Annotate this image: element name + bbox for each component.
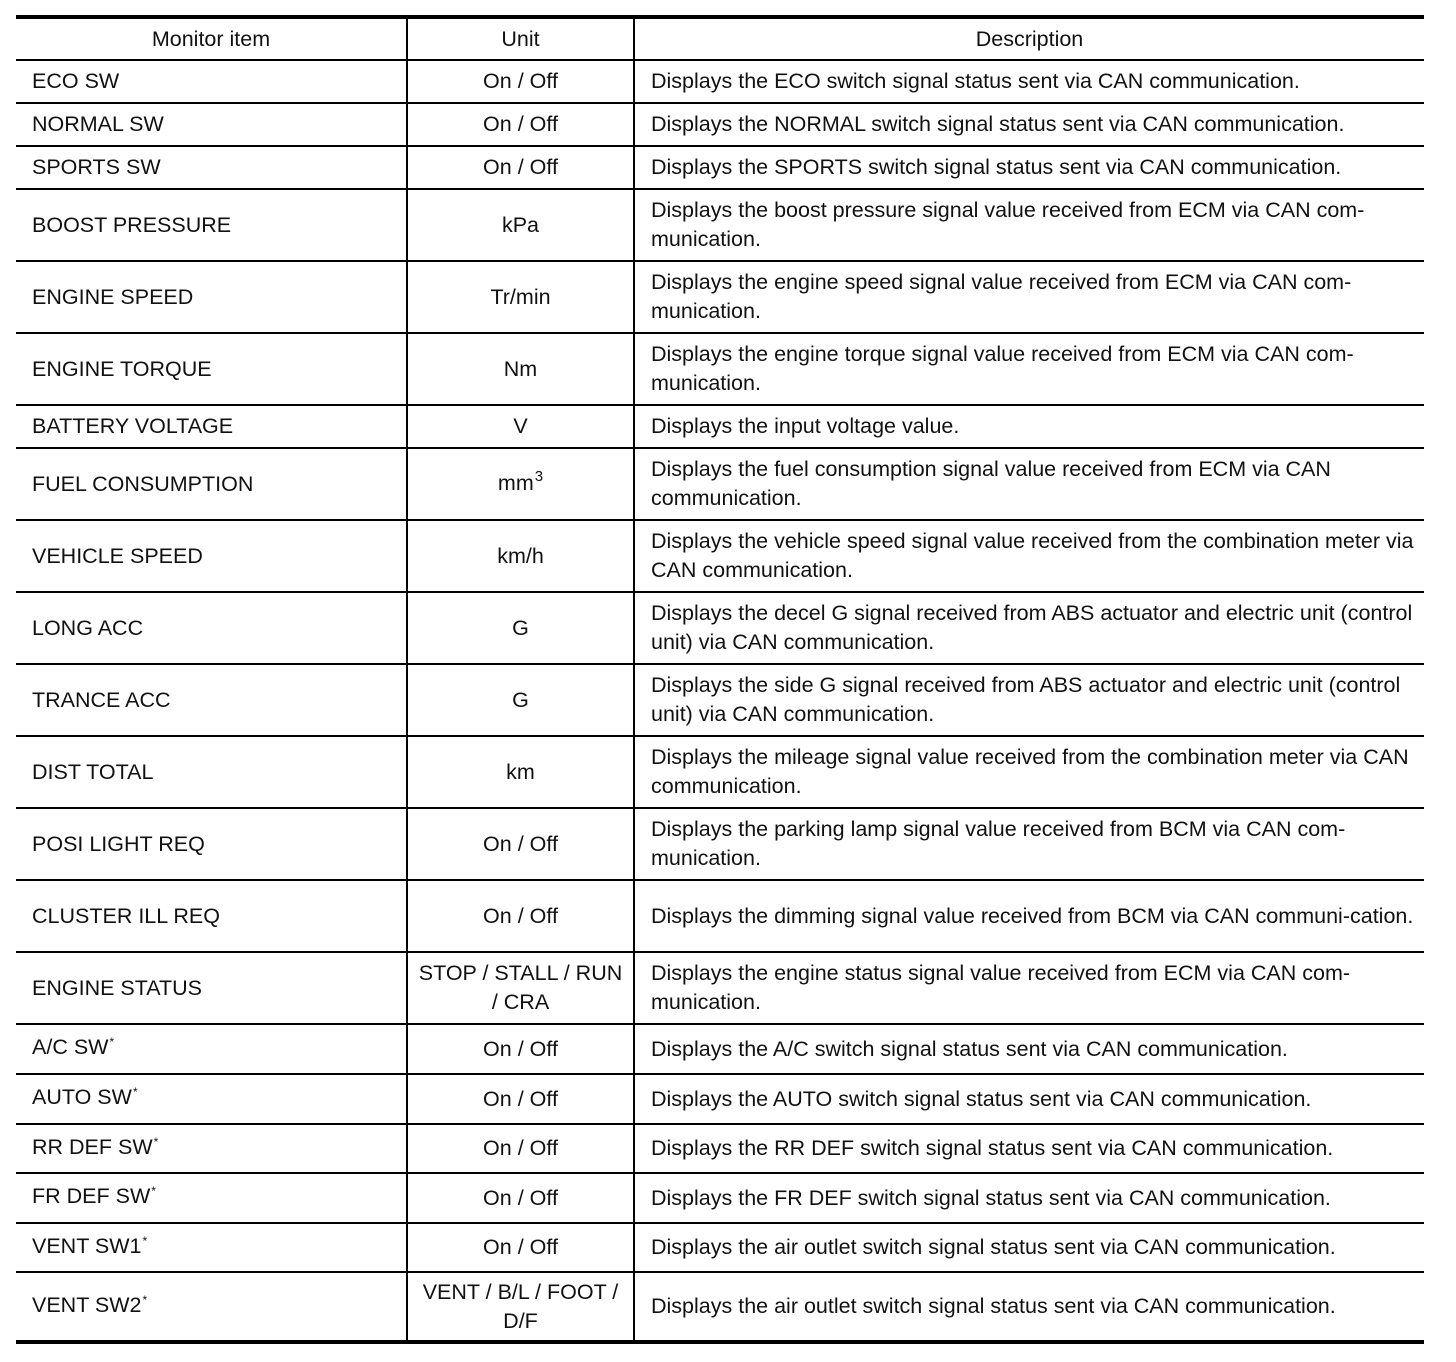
monitor-item-cell	[16, 146, 407, 189]
description-cell	[634, 520, 1424, 592]
unit-label: Nm	[503, 356, 538, 381]
unit-cell	[407, 808, 634, 880]
description-text: Displays the SPORTS switch signal status sent via CAN communication.	[651, 155, 1342, 179]
footnote-marker: *	[132, 1085, 138, 1099]
description-cell	[634, 808, 1424, 880]
unit-label: V	[513, 414, 528, 438]
table-row	[16, 261, 1424, 333]
monitor-item-label: FUEL CONSUMPTION	[32, 471, 254, 496]
footnote-marker: *	[142, 1233, 148, 1248]
table-row	[16, 592, 1424, 664]
unit-label: G	[512, 687, 529, 712]
table-row	[16, 60, 1424, 103]
unit-label: G	[512, 615, 529, 640]
description-cell	[634, 592, 1424, 664]
unit-cell	[407, 952, 634, 1024]
description-text: Displays the NORMAL switch signal status sent via CAN communication.	[651, 112, 1345, 136]
unit-cell	[407, 592, 634, 664]
header-description: Description	[634, 17, 1424, 60]
description-cell	[634, 880, 1424, 952]
description-text: Displays the parking lamp signal value received from BCM via CAN com-munication.	[651, 817, 1346, 870]
unit-cell	[407, 146, 634, 189]
monitor-item-cell	[16, 261, 407, 333]
monitor-item-cell	[16, 189, 407, 261]
monitor-item-cell	[16, 60, 407, 103]
description-cell	[634, 1024, 1424, 1074]
unit-label: On / Off	[483, 903, 558, 928]
monitor-item-cell	[16, 520, 407, 592]
monitor-item-label: ENGINE SPEED	[32, 284, 194, 309]
unit-label: On / Off	[483, 831, 558, 856]
table-row	[16, 808, 1424, 880]
monitor-item-label: SPORTS SW	[32, 155, 161, 179]
monitor-table	[16, 15, 1424, 1344]
unit-label: On / Off	[483, 1086, 558, 1111]
unit-label: On / Off	[483, 112, 558, 136]
monitor-item-label: VENT SW1	[32, 1233, 142, 1258]
monitor-item-label: VENT SW2	[32, 1292, 142, 1317]
unit-label: km	[506, 759, 535, 784]
description-text: Displays the engine torque signal value received from ECM via CAN com-munication.	[651, 342, 1354, 395]
description-text: Displays the mileage signal value received from the combination meter via CAN communication.	[651, 745, 1409, 798]
table-row	[16, 189, 1424, 261]
description-text: Displays the RR DEF switch signal status sent via CAN communication.	[651, 1136, 1334, 1160]
table-row	[16, 736, 1424, 808]
table-row	[16, 1223, 1424, 1272]
monitor-item-label: CLUSTER ILL REQ	[32, 903, 220, 928]
table-row	[16, 1074, 1424, 1124]
footnote-marker: *	[153, 1134, 159, 1149]
description-text: Displays the dimming signal value received from BCM via CAN communi-cation.	[651, 903, 1414, 928]
monitor-item-label: VEHICLE SPEED	[32, 543, 203, 568]
unit-cell	[407, 261, 634, 333]
table-row	[16, 1272, 1424, 1342]
unit-cell	[407, 664, 634, 736]
description-text: Displays the FR DEF switch signal status sent via CAN communication.	[651, 1185, 1331, 1210]
table-row	[16, 448, 1424, 520]
unit-superscript: 3	[534, 467, 544, 485]
description-text: Displays the air outlet switch signal status sent via CAN communication.	[651, 1235, 1336, 1259]
unit-label: STOP / STALL / RUN / CRA	[418, 961, 623, 1014]
description-cell	[634, 189, 1424, 261]
unit-cell	[407, 189, 634, 261]
unit-label: On / Off	[483, 69, 558, 93]
unit-cell	[407, 736, 634, 808]
monitor-item-cell	[16, 333, 407, 405]
description-cell	[634, 1223, 1424, 1272]
footnote-marker: *	[109, 1035, 115, 1049]
monitor-item-cell	[16, 592, 407, 664]
table-body	[16, 60, 1424, 1342]
unit-cell	[407, 448, 634, 520]
footnote-marker: *	[151, 1184, 156, 1198]
unit-label: Tr/min	[490, 284, 551, 309]
description-cell	[634, 60, 1424, 103]
description-cell	[634, 736, 1424, 808]
monitor-item-cell	[16, 1074, 407, 1124]
monitor-item-cell	[16, 1223, 407, 1272]
unit-cell	[407, 333, 634, 405]
monitor-item-label: ECO SW	[32, 69, 120, 93]
unit-label: VENT / B/L / FOOT / D/F	[422, 1279, 619, 1333]
description-cell	[634, 1074, 1424, 1124]
unit-label: On / Off	[483, 1235, 558, 1259]
monitor-item-label: ENGINE STATUS	[32, 975, 203, 1000]
unit-label: kPa	[501, 212, 540, 237]
monitor-item-cell	[16, 808, 407, 880]
description-text: Displays the A/C switch signal status sent via CAN communication.	[651, 1036, 1288, 1061]
description-text: Displays the vehicle speed signal value received from the combination meter via CAN communication.	[651, 529, 1414, 582]
header-row	[16, 17, 1424, 60]
unit-cell	[407, 880, 634, 952]
monitor-item-cell	[16, 664, 407, 736]
description-text: Displays the engine status signal value received from ECM via CAN com-munication.	[651, 961, 1351, 1014]
unit-label: On / Off	[483, 1185, 558, 1210]
table-row	[16, 664, 1424, 736]
description-text: Displays the air outlet switch signal status sent via CAN communication.	[651, 1294, 1336, 1318]
table-row	[16, 333, 1424, 405]
table-row	[16, 103, 1424, 146]
description-cell	[634, 664, 1424, 736]
description-text: Displays the engine speed signal value received from ECM via CAN com-munication.	[651, 270, 1352, 323]
description-cell	[634, 333, 1424, 405]
monitor-item-cell	[16, 1272, 407, 1342]
table-row	[16, 405, 1424, 448]
description-cell	[634, 952, 1424, 1024]
description-cell	[634, 1124, 1424, 1173]
monitor-item-label: FR DEF SW	[32, 1184, 151, 1208]
description-cell	[634, 1173, 1424, 1223]
description-text: Displays the side G signal received from ABS actuator and electric unit (control unit) via CAN communication.	[651, 673, 1401, 726]
header-monitor-item: Monitor item	[16, 17, 407, 60]
description-text: Displays the input voltage value.	[651, 414, 960, 438]
unit-cell	[407, 520, 634, 592]
monitor-item-cell	[16, 1173, 407, 1223]
monitor-item-cell	[16, 448, 407, 520]
unit-label: mm	[497, 470, 534, 495]
unit-label: On / Off	[483, 1136, 558, 1160]
description-cell	[634, 103, 1424, 146]
unit-cell	[407, 1074, 634, 1124]
unit-cell	[407, 103, 634, 146]
monitor-item-label: NORMAL SW	[32, 112, 164, 136]
monitor-table-container	[16, 15, 1424, 1344]
description-cell	[634, 261, 1424, 333]
monitor-item-label: ENGINE TORQUE	[32, 356, 212, 381]
monitor-item-label: BATTERY VOLTAGE	[32, 414, 234, 438]
header-unit: Unit	[407, 17, 634, 60]
unit-cell	[407, 1272, 634, 1342]
table-row	[16, 880, 1424, 952]
table-row	[16, 146, 1424, 189]
description-text: Displays the decel G signal received from ABS actuator and electric unit (control unit) via CAN communication.	[651, 601, 1413, 654]
monitor-item-label: TRANCE ACC	[32, 687, 171, 712]
description-cell	[634, 448, 1424, 520]
monitor-item-label: POSI LIGHT REQ	[32, 831, 205, 856]
monitor-item-label: AUTO SW	[32, 1085, 132, 1109]
monitor-item-cell	[16, 1124, 407, 1173]
table-row	[16, 520, 1424, 592]
monitor-item-label: RR DEF SW	[32, 1134, 153, 1159]
description-text: Displays the ECO switch signal status sent via CAN communication.	[651, 69, 1300, 93]
unit-label: On / Off	[483, 155, 558, 179]
footnote-marker: *	[142, 1292, 148, 1307]
monitor-item-cell	[16, 880, 407, 952]
description-text: Displays the boost pressure signal value received from ECM via CAN com-munication.	[651, 198, 1365, 251]
table-row	[16, 1173, 1424, 1223]
unit-cell	[407, 1024, 634, 1074]
monitor-item-cell	[16, 736, 407, 808]
monitor-item-cell	[16, 952, 407, 1024]
unit-label: On / Off	[483, 1036, 558, 1061]
table-row	[16, 952, 1424, 1024]
monitor-item-cell	[16, 1024, 407, 1074]
unit-cell	[407, 405, 634, 448]
description-cell	[634, 1272, 1424, 1342]
description-text: Displays the AUTO switch signal status sent via CAN communication.	[651, 1086, 1312, 1111]
description-cell	[634, 146, 1424, 189]
monitor-item-label: DIST TOTAL	[32, 759, 154, 784]
unit-cell	[407, 1173, 634, 1223]
unit-label: km/h	[497, 543, 544, 568]
monitor-item-cell	[16, 103, 407, 146]
unit-cell	[407, 1223, 634, 1272]
monitor-item-label: LONG ACC	[32, 615, 144, 640]
table-row	[16, 1124, 1424, 1173]
monitor-item-cell	[16, 405, 407, 448]
unit-cell	[407, 1124, 634, 1173]
description-text: Displays the fuel consumption signal value received from ECM via CAN communication.	[651, 457, 1331, 510]
description-cell	[634, 405, 1424, 448]
table-header	[16, 17, 1424, 60]
monitor-item-label: BOOST PRESSURE	[32, 212, 232, 237]
monitor-item-label: A/C SW	[32, 1035, 109, 1059]
table-row	[16, 1024, 1424, 1074]
unit-cell	[407, 60, 634, 103]
